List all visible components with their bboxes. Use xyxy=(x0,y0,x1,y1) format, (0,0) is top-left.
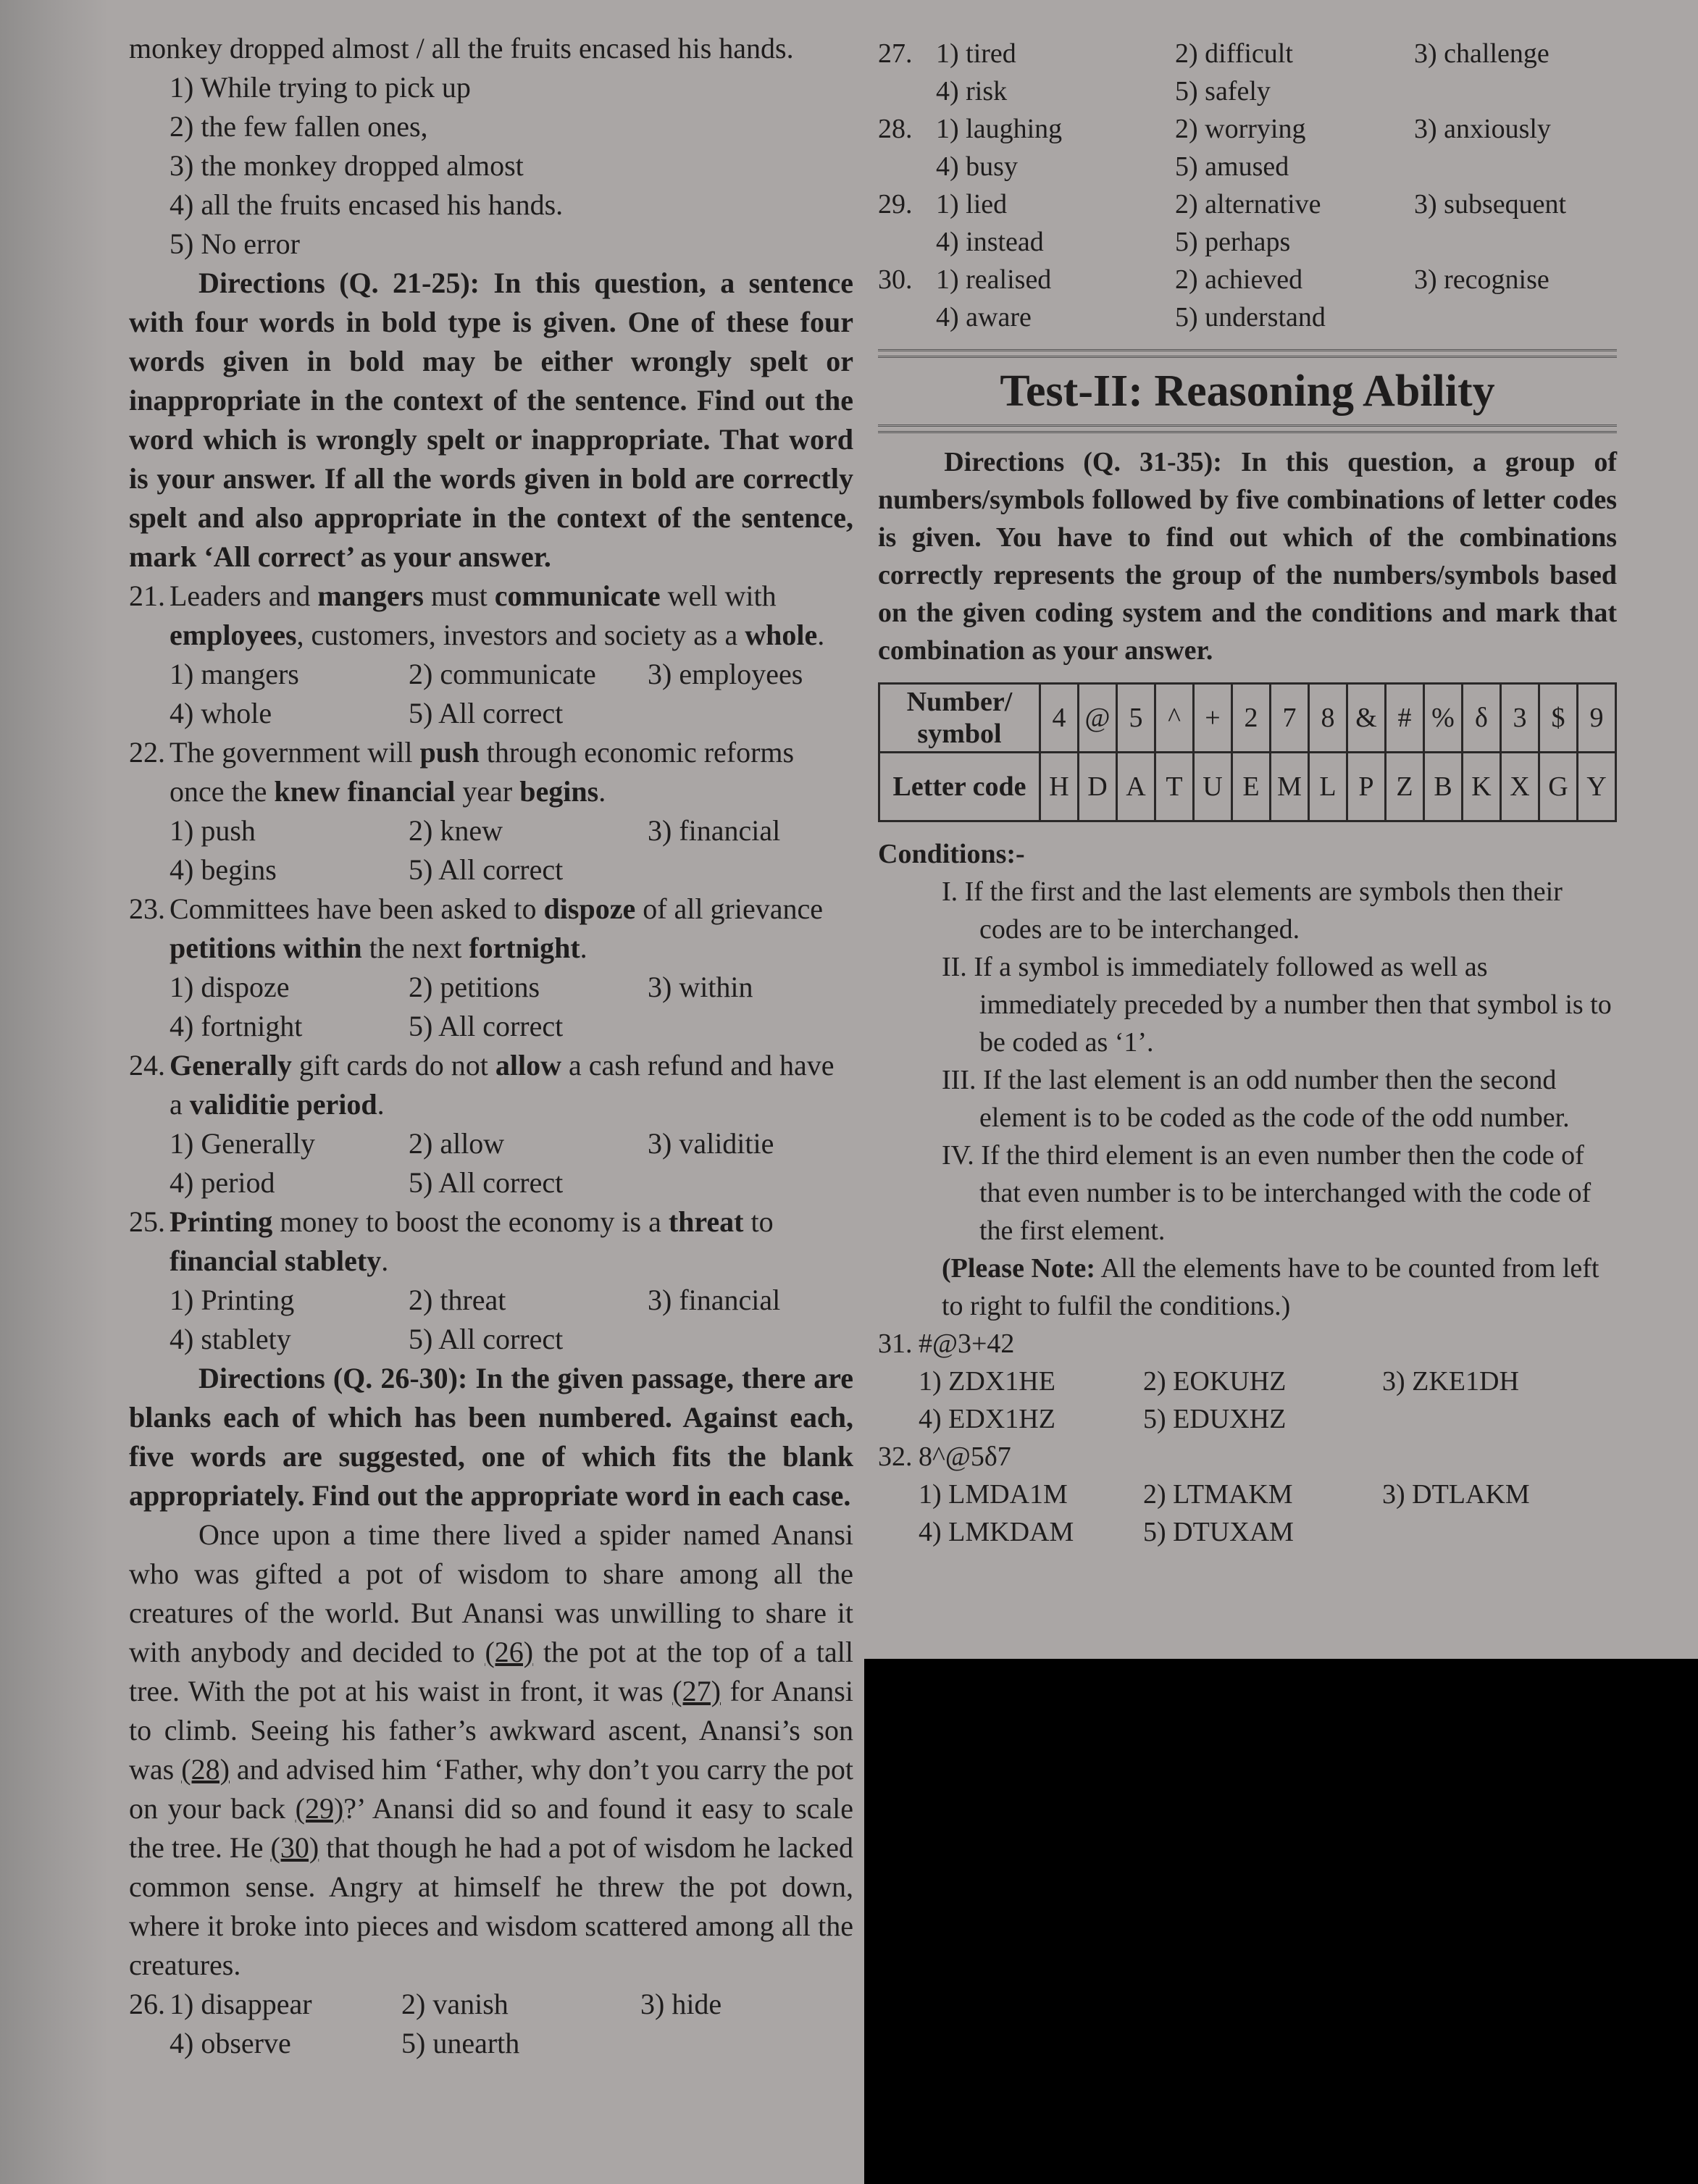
text: through economic reforms once the xyxy=(170,736,795,808)
row-header-code: Letter code xyxy=(879,753,1040,821)
bold-word: Printing xyxy=(170,1205,273,1238)
symbol-cell: # xyxy=(1386,684,1424,753)
option[interactable]: 2) allow xyxy=(409,1127,505,1160)
symbol-cell: 8 xyxy=(1309,684,1347,753)
options xyxy=(129,968,853,1046)
option[interactable]: 4) period xyxy=(170,1166,275,1199)
option[interactable]: 1) LMDA1M xyxy=(919,1479,1068,1510)
code-cell: K xyxy=(1463,753,1501,821)
text: . xyxy=(598,775,606,808)
text: gift cards do not xyxy=(291,1049,495,1081)
question xyxy=(878,261,1617,336)
question-26: 26. 1) disappear 2) vanish 3) hide 4) observe 5) unearth xyxy=(129,1985,853,2063)
page-edge-shadow xyxy=(0,0,109,2184)
option[interactable]: 5) All correct xyxy=(409,853,564,886)
option[interactable]: 4) all the fruits encased his hands. xyxy=(170,188,564,221)
question xyxy=(878,1325,1617,1363)
questions-21-25 xyxy=(129,577,853,1359)
question xyxy=(878,1438,1617,1476)
spacer xyxy=(878,298,936,336)
option[interactable]: 3) the monkey dropped almost xyxy=(170,149,524,182)
option[interactable]: 4) EDX1HZ xyxy=(919,1404,1055,1434)
option[interactable]: 2) LTMAKM xyxy=(1143,1479,1293,1510)
options xyxy=(129,655,853,733)
option[interactable]: 5) All correct xyxy=(409,1323,564,1355)
option[interactable]: 3) validitie xyxy=(648,1127,774,1160)
option[interactable]: 4) begins xyxy=(170,853,277,886)
symbol-cell: 7 xyxy=(1271,684,1309,753)
symbol-group: #@3+42 xyxy=(919,1329,1015,1359)
left-column xyxy=(129,29,853,2063)
option[interactable]: 4) whole xyxy=(170,697,272,729)
option[interactable]: 1) While trying to pick up xyxy=(170,71,471,104)
condition-label: IV. xyxy=(942,1140,982,1171)
question-sentence xyxy=(170,1046,853,1124)
option[interactable]: 2) difficult xyxy=(1175,38,1293,69)
option[interactable]: 5) unearth xyxy=(401,2027,520,2059)
option[interactable]: 2) EOKUHZ xyxy=(1143,1366,1287,1397)
directions-26-30: Directions (Q. 26-30): In the given passage, there are blanks each of which has been numbered. Against each, five words are suggested, one of which fits the blank appropriately. Find out the appropriate word in each case. xyxy=(129,1362,853,1512)
option[interactable]: 1) ZDX1HE xyxy=(919,1366,1055,1397)
option[interactable]: 2) alternative xyxy=(1175,189,1321,219)
text: for Anansi to climb. Seeing his father’s awkward ascent, Anansi’s son was xyxy=(129,1675,853,1786)
bold-word: whole xyxy=(745,619,818,651)
option[interactable]: 5) safely xyxy=(1175,76,1271,106)
bold-word: fortnight xyxy=(469,932,580,964)
option[interactable]: 1) tired xyxy=(936,38,1016,69)
code-cell: G xyxy=(1539,753,1578,821)
option[interactable]: 5) DTUXAM xyxy=(1143,1517,1294,1547)
condition xyxy=(878,1137,1617,1250)
question-number: 24. xyxy=(129,1049,165,1081)
option[interactable]: 1) laughing xyxy=(936,114,1063,144)
code-cell: U xyxy=(1194,753,1232,821)
option[interactable]: 1) Generally xyxy=(170,1127,316,1160)
please-note: (Please Note: All the elements have to be counted from left to right to fulfil the conditions.) xyxy=(942,1253,1599,1321)
option[interactable]: 1) realised xyxy=(936,264,1052,295)
question-number: 22. xyxy=(129,736,165,769)
code-cell: P xyxy=(1347,753,1386,821)
bold-word: Generally xyxy=(170,1049,292,1081)
carry-over-options xyxy=(129,68,853,264)
text: , customers, investors and society as a xyxy=(296,619,745,651)
condition xyxy=(878,948,1617,1061)
bold-word: knew financial xyxy=(274,775,456,808)
question-sentence xyxy=(170,1202,853,1281)
bold-word: dispoze xyxy=(543,892,636,925)
code-cell: Z xyxy=(1386,753,1424,821)
option[interactable]: 3) financial xyxy=(648,1284,781,1316)
condition xyxy=(878,873,1617,948)
option[interactable]: 4) LMKDAM xyxy=(919,1517,1074,1547)
blank-number: (28) xyxy=(181,1753,230,1786)
option[interactable]: 3) recognise xyxy=(1414,264,1549,295)
cloze-passage xyxy=(129,1515,853,1985)
text: a cash refund and have a xyxy=(170,1049,835,1121)
symbol-group: 8^@5δ7 xyxy=(919,1442,1011,1472)
code-cell: E xyxy=(1232,753,1271,821)
text: money to boost the economy is a xyxy=(272,1205,669,1238)
spacer xyxy=(878,148,936,185)
option[interactable]: 3) hide xyxy=(640,1988,722,2020)
conditions-title: Conditions:- xyxy=(878,839,1025,869)
question xyxy=(129,577,853,655)
row-header-symbol: Number/ symbol xyxy=(879,684,1040,753)
option[interactable]: 2) knew xyxy=(409,814,503,847)
option[interactable]: 1) disappear xyxy=(170,1988,312,2020)
text: and advised him ‘Father, why don’t you carry the pot on your back xyxy=(129,1753,853,1825)
option[interactable]: 3) subsequent xyxy=(1414,189,1567,219)
option[interactable]: 5) No error xyxy=(170,227,300,260)
option[interactable]: 5) understand xyxy=(1175,302,1326,332)
text: that though he had a pot of wisdom he lacked common sense. Angry at himself he threw the pot down, where it broke into pieces and wisdom scattered among all the creatures. xyxy=(129,1831,853,1981)
question xyxy=(878,35,1617,110)
condition-label: III. xyxy=(942,1065,983,1095)
question-sentence xyxy=(170,577,853,655)
redacted-region xyxy=(864,1659,1698,2184)
text: well with xyxy=(660,580,777,612)
question-sentence xyxy=(170,733,853,811)
text: of all grievance xyxy=(635,892,823,925)
text: Once upon a time there lived a spider named Anansi who was gifted a pot of wisdom to share among all the creatures of the world. But Anansi was unwilling to share it with anybody and decided to xyxy=(129,1518,853,1668)
text: Leaders and xyxy=(170,580,318,612)
option[interactable]: 5) All correct xyxy=(409,697,564,729)
carry-over-sentence: monkey dropped almost / all the fruits encased his hands. xyxy=(129,32,794,64)
blank-number: (30) xyxy=(270,1831,319,1864)
bold-word: begins xyxy=(519,775,599,808)
symbol-cell: 9 xyxy=(1578,684,1616,753)
symbol-cell: δ xyxy=(1463,684,1501,753)
questions-31-32 xyxy=(878,1325,1617,1551)
option[interactable]: 3) DTLAKM xyxy=(1382,1479,1530,1510)
text: year xyxy=(455,775,520,808)
symbol-cell: + xyxy=(1194,684,1232,753)
condition-label: II. xyxy=(942,952,974,982)
symbol-cell: 3 xyxy=(1501,684,1539,753)
option[interactable]: 4) busy xyxy=(936,151,1018,182)
option[interactable]: 3) employees xyxy=(648,658,803,690)
code-cell: B xyxy=(1424,753,1463,821)
question-number: 30. xyxy=(878,264,913,295)
text: The government will xyxy=(170,736,420,769)
condition-text: If a symbol is immediately followed as well as immediately preceded by a number then that symbol is to be coded as ‘1’. xyxy=(974,952,1612,1058)
blank-number: (29) xyxy=(295,1792,344,1825)
options xyxy=(129,1124,853,1202)
question-number: 31. xyxy=(878,1329,913,1359)
symbol-cell: ^ xyxy=(1155,684,1194,753)
question xyxy=(129,1202,853,1281)
question-number: 28. xyxy=(878,114,913,144)
condition-text: If the last element is an odd number then the second element is to be coded as the code of the odd number. xyxy=(979,1065,1570,1133)
condition-text: If the first and the last elements are symbols then their codes are to be interchanged. xyxy=(964,876,1563,945)
text: ?’ Anansi did so and found it easy to scale the tree. He xyxy=(129,1792,854,1864)
option[interactable]: 4) fortnight xyxy=(170,1010,303,1042)
option[interactable]: 5) All correct xyxy=(409,1166,564,1199)
symbol-cell: & xyxy=(1347,684,1386,753)
symbol-cell: 2 xyxy=(1232,684,1271,753)
option[interactable]: 2) the few fallen ones, xyxy=(170,110,428,143)
options xyxy=(129,811,853,890)
code-cell: A xyxy=(1117,753,1155,821)
bold-word: validitie period xyxy=(189,1088,377,1121)
spacer xyxy=(878,223,936,261)
option[interactable]: 3) within xyxy=(648,971,753,1003)
bold-word: push xyxy=(419,736,480,769)
code-cell: Y xyxy=(1578,753,1616,821)
directions-31-35: Directions (Q. 31-35): In this question, a group of numbers/symbols followed by five combinations of letter codes is given. You have to find out which of the combinations correctly represents the group of the numbers/symbols based on the given coding system and the conditions and mark that combination as your answer. xyxy=(878,447,1617,666)
symbol-cell: 4 xyxy=(1040,684,1079,753)
right-column xyxy=(878,35,1617,1551)
question-number: 21. xyxy=(129,580,165,612)
condition-text: If the third element is an even number then the code of that even number is to be interchanged with the code of the first element. xyxy=(979,1140,1592,1246)
bold-word: communicate xyxy=(494,580,661,612)
option[interactable]: 2) petitions xyxy=(409,971,540,1003)
condition-label: I. xyxy=(942,876,965,907)
condition xyxy=(878,1061,1617,1137)
question xyxy=(878,185,1617,261)
question-number: 27. xyxy=(878,38,913,69)
bold-word: employees xyxy=(170,619,297,651)
code-cell: M xyxy=(1271,753,1309,821)
option[interactable]: 4) aware xyxy=(936,302,1032,332)
symbol-cell: % xyxy=(1424,684,1463,753)
bold-word: mangers xyxy=(317,580,424,612)
option[interactable]: 2) threat xyxy=(409,1284,506,1316)
text: . xyxy=(381,1244,389,1277)
option[interactable]: 2) communicate xyxy=(409,658,596,690)
option[interactable]: 2) worrying xyxy=(1175,114,1306,144)
code-cell: T xyxy=(1155,753,1194,821)
option[interactable]: 5) amused xyxy=(1175,151,1289,182)
code-cell: L xyxy=(1309,753,1347,821)
bold-word: allow xyxy=(495,1049,562,1081)
option[interactable]: 4) instead xyxy=(936,227,1044,257)
question-sentence xyxy=(170,890,853,968)
options xyxy=(878,1476,1617,1551)
questions-27-30 xyxy=(878,35,1617,336)
option[interactable]: 3) anxiously xyxy=(1414,114,1551,144)
text: Committees have been asked to xyxy=(170,892,544,925)
option[interactable]: 5) EDUXHZ xyxy=(1143,1404,1287,1434)
option[interactable]: 1) lied xyxy=(936,189,1008,219)
section-title: Test-II: Reasoning Ability xyxy=(1000,367,1495,416)
code-cell: H xyxy=(1040,753,1079,821)
text: . xyxy=(377,1088,385,1121)
text: the pot at the top of a tall tree. With the pot at his waist in front, it was xyxy=(129,1636,853,1707)
bold-word: financial stablety xyxy=(170,1244,382,1277)
directions-21-25: Directions (Q. 21-25): In this question, a sentence with four words in bold type is given. One of these four words given in bold may be either wrongly spelt or inappropriate in the context of the sentence. Find out the word which is wrongly spelt or inappropriate. That word is your answer. If all the words given in bold are correctly spelt and also appropriate in the context of the sentence, mark ‘All correct’ as your answer. xyxy=(129,267,854,573)
option[interactable]: 4) observe xyxy=(170,2027,291,2059)
symbol-cell: 5 xyxy=(1117,684,1155,753)
option[interactable]: 1) mangers xyxy=(170,658,299,690)
symbol-cell: $ xyxy=(1539,684,1578,753)
text: the next xyxy=(361,932,469,964)
question-number: 32. xyxy=(878,1442,913,1472)
option[interactable]: 5) All correct xyxy=(409,1010,564,1042)
question-number: 23. xyxy=(129,892,165,925)
option[interactable]: 1) push xyxy=(170,814,256,847)
symbol-cell: @ xyxy=(1079,684,1117,753)
option[interactable]: 1) Printing xyxy=(170,1284,295,1316)
option[interactable]: 3) ZKE1DH xyxy=(1382,1366,1519,1397)
text: . xyxy=(817,619,825,651)
question xyxy=(129,1046,853,1124)
question xyxy=(129,890,853,968)
blank-number: (26) xyxy=(485,1636,534,1668)
question-number: 25. xyxy=(129,1205,165,1238)
rule-bottom xyxy=(878,424,1617,433)
bold-word: petitions within xyxy=(170,932,362,964)
option[interactable]: 4) risk xyxy=(936,76,1008,106)
options xyxy=(129,1281,853,1359)
option[interactable]: 5) perhaps xyxy=(1175,227,1291,257)
options xyxy=(878,1363,1617,1438)
option[interactable]: 1) dispoze xyxy=(170,971,290,1003)
rule-top xyxy=(878,349,1617,358)
option[interactable]: 4) stablety xyxy=(170,1323,291,1355)
question xyxy=(878,110,1617,185)
coding-table xyxy=(878,682,1617,822)
conditions-list xyxy=(878,873,1617,1250)
bold-word: threat xyxy=(668,1205,744,1238)
option[interactable]: 3) financial xyxy=(648,814,781,847)
spacer xyxy=(878,72,936,110)
text: . xyxy=(580,932,587,964)
code-cell: X xyxy=(1501,753,1539,821)
option[interactable]: 3) challenge xyxy=(1414,38,1549,69)
text: to xyxy=(743,1205,774,1238)
question-number: 29. xyxy=(878,189,913,219)
blank-number: (27) xyxy=(672,1675,721,1707)
option[interactable]: 2) achieved xyxy=(1175,264,1303,295)
question xyxy=(129,733,853,811)
text: must xyxy=(423,580,495,612)
option[interactable]: 2) vanish xyxy=(401,1988,509,2020)
code-cell: D xyxy=(1079,753,1117,821)
